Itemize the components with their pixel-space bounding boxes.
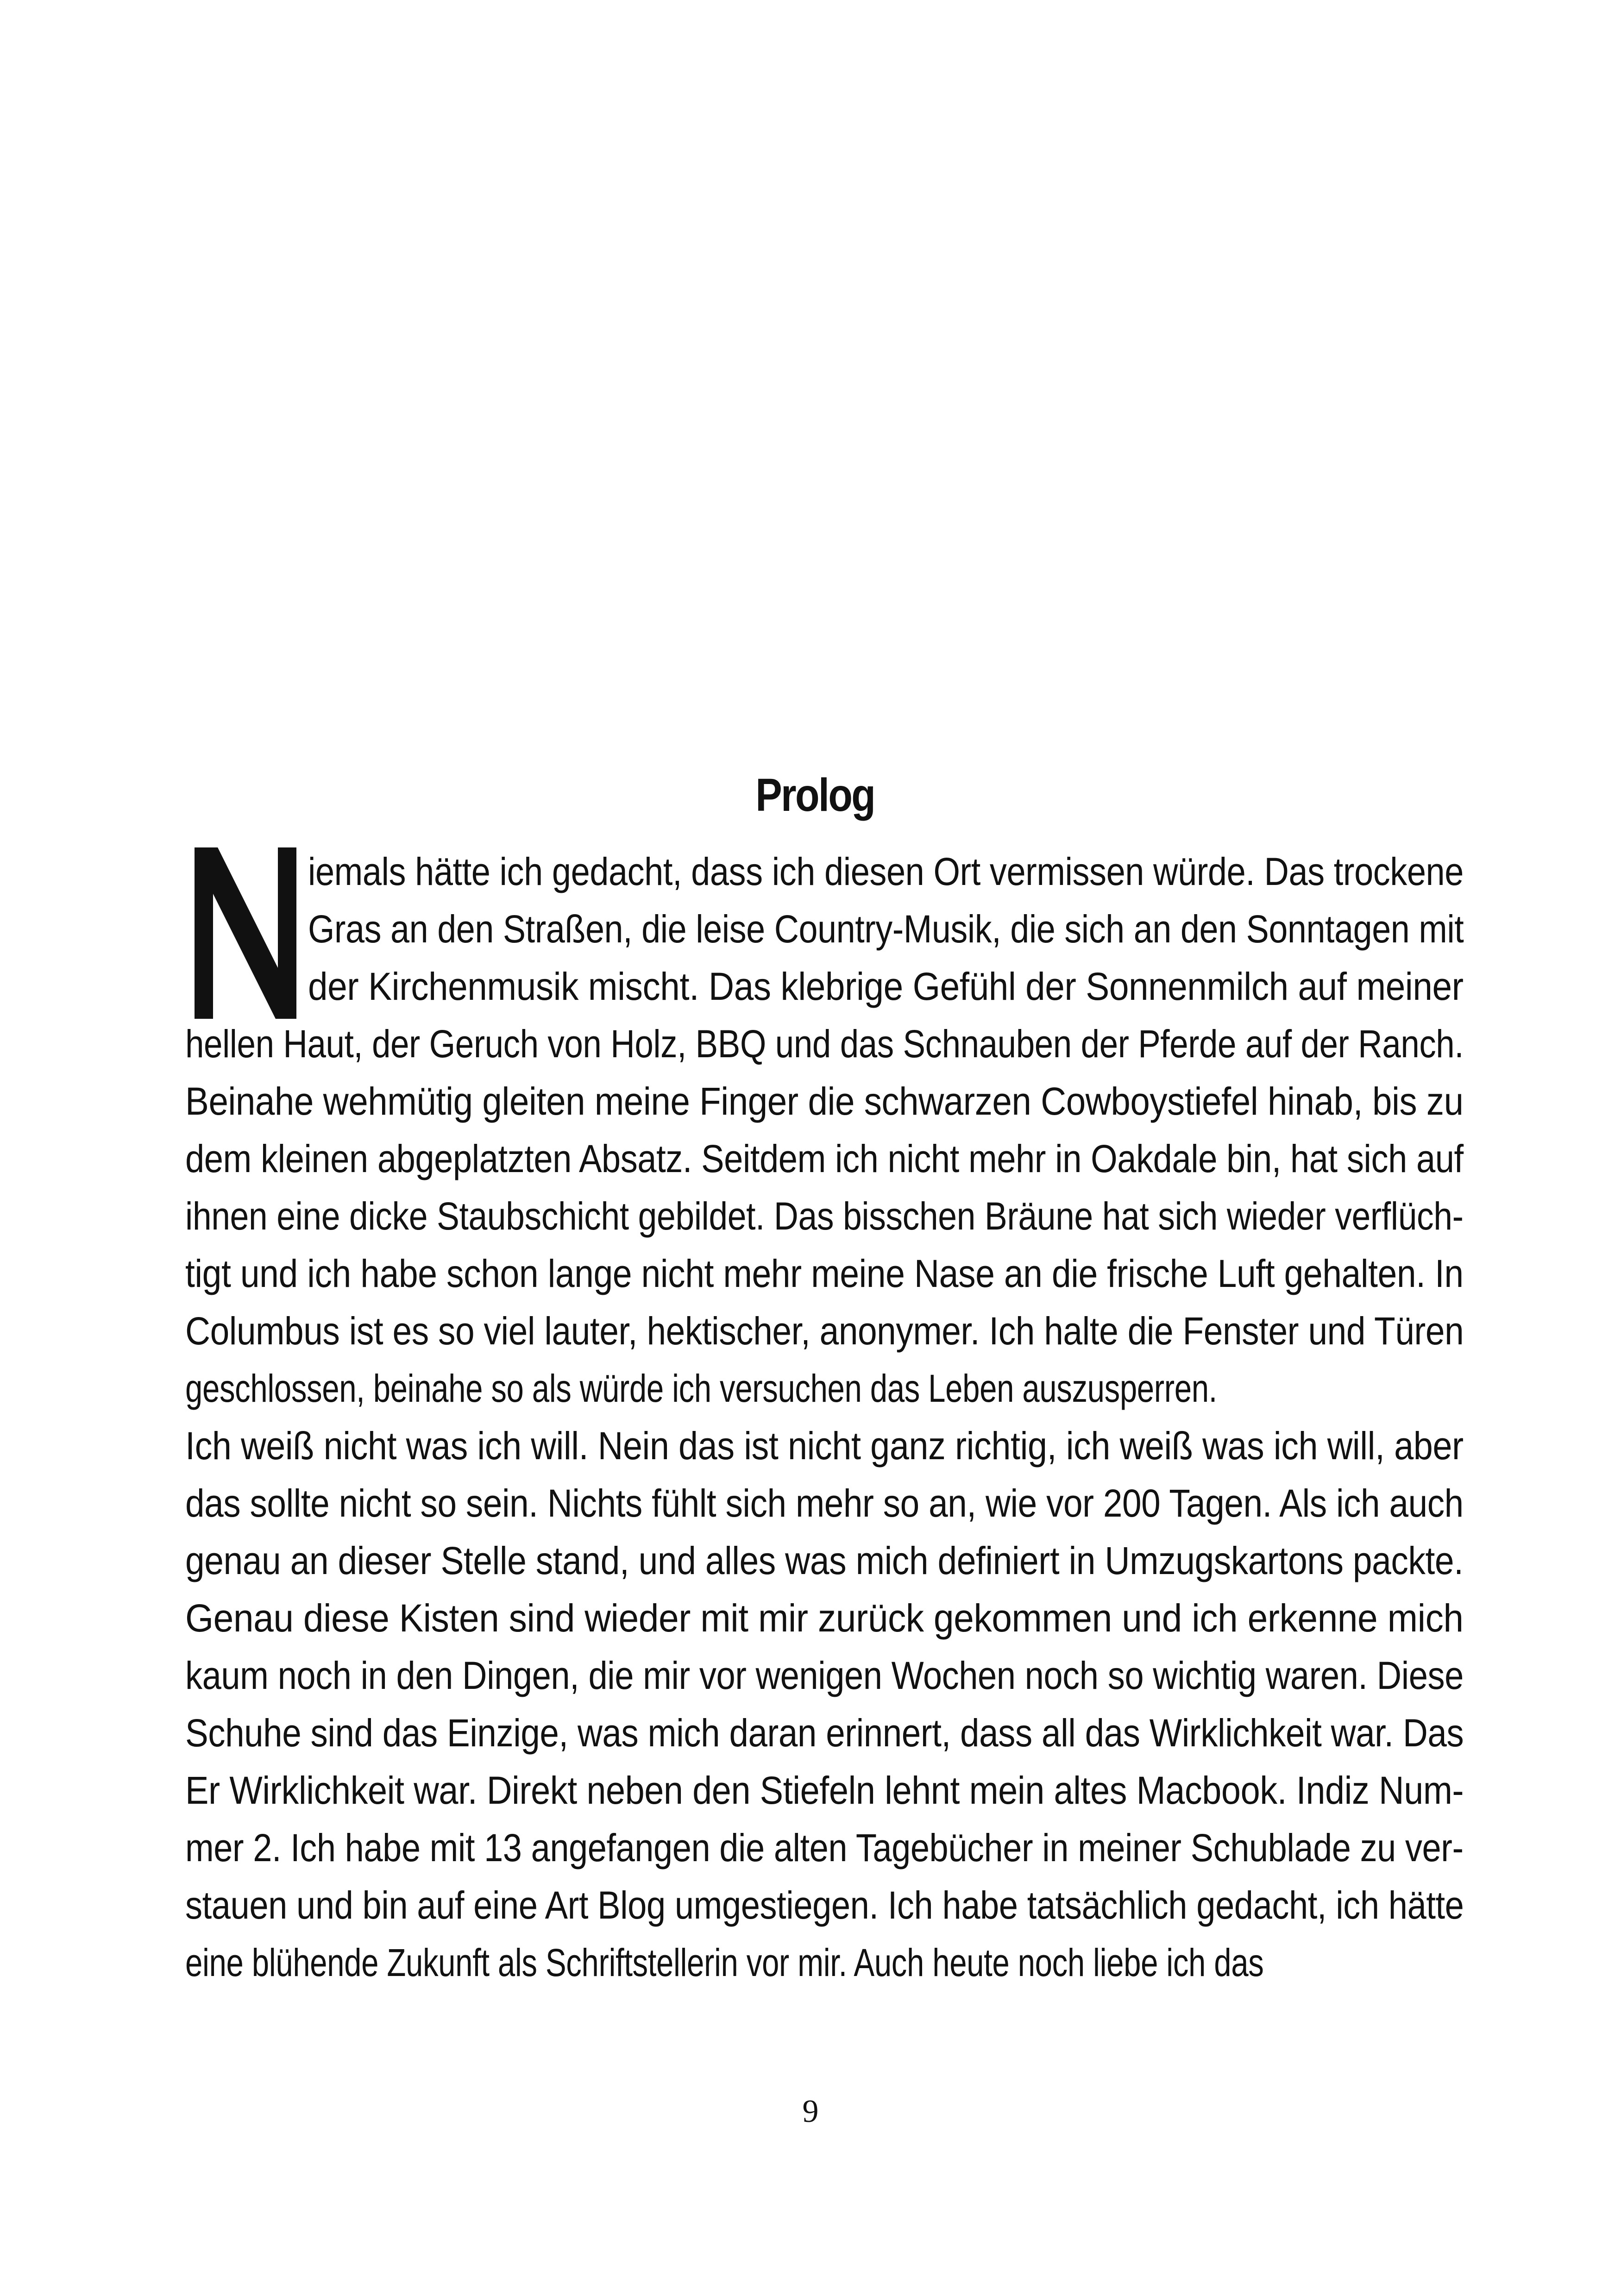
text-line: geschlossen, beinahe so als würde ich versuchen das Leben auszusperren.	[185, 1367, 1217, 1410]
text-line: kaum noch in den Dingen, die mir vor wenigen Wochen noch so wichtig waren. Diese	[185, 1654, 1464, 1697]
page-number: 9	[802, 2094, 819, 2129]
chapter-title: Prolog	[755, 769, 875, 821]
text-line: der Kirchenmusik mischt. Das klebrige Gefühl der Sonnenmilch auf meiner	[308, 965, 1464, 1008]
text-line: tigt und ich habe schon lange nicht mehr meine Nase an die frische Luft gehalten. In	[185, 1252, 1464, 1295]
text-line: mer 2. Ich habe mit 13 angefangen die alten Tagebücher in meiner Schublade zu ver-	[185, 1826, 1464, 1869]
text-line: Genau diese Kisten sind wieder mit mir zurück gekommen und ich erkenne mich	[185, 1596, 1464, 1640]
text-line: Gras an den Straßen, die leise Country-Musik, die sich an den Sonntagen mit	[308, 907, 1464, 951]
text-line: dem kleinen abgeplatzten Absatz. Seitdem ich nicht mehr in Oakdale bin, hat sich auf	[185, 1137, 1464, 1180]
text-line: Schuhe sind das Einzige, was mich daran erinnert, dass all das Wirklichkeit war. Das	[185, 1711, 1464, 1755]
text-line: Ich weiß nicht was ich will. Nein das ist nicht ganz richtig, ich weiß was ich will, aber	[185, 1424, 1464, 1468]
text-line: iemals hätte ich gedacht, dass ich diesen Ort vermissen würde. Das trockene	[308, 850, 1464, 893]
text-line: eine blühende Zukunft als Schriftstellerin vor mir. Auch heute noch liebe ich das	[185, 1941, 1264, 1984]
text-line: Columbus ist es so viel lauter, hektischer, anonymer. Ich halte die Fenster und Türen	[185, 1309, 1464, 1353]
drop-cap-glyph	[185, 847, 303, 1019]
drop-cap-letter	[185, 847, 303, 1019]
text-line: stauen und bin auf eine Art Blog umgestiegen. Ich habe tatsächlich gedacht, ich hätte	[185, 1883, 1464, 1927]
text-line: hellen Haut, der Geruch von Holz, BBQ und das Schnauben der Pferde auf der Ranch.	[185, 1022, 1464, 1066]
text-line: das sollte nicht so sein. Nichts fühlt sich mehr so an, wie vor 200 Tagen. Als ich auch	[185, 1481, 1464, 1525]
text-line: ihnen eine dicke Staubschicht gebildet. Das bisschen Bräune hat sich wieder verflüch-	[185, 1194, 1464, 1238]
text-line: Er Wirklichkeit war. Direkt neben den Stiefeln lehnt mein altes Macbook. Indiz Num-	[185, 1769, 1464, 1812]
text-line: genau an dieser Stelle stand, und alles was mich definiert in Umzugskartons packte.	[185, 1539, 1464, 1582]
text-line: Beinahe wehmütig gleiten meine Finger die schwarzen Cowboystiefel hinab, bis zu	[185, 1079, 1464, 1123]
